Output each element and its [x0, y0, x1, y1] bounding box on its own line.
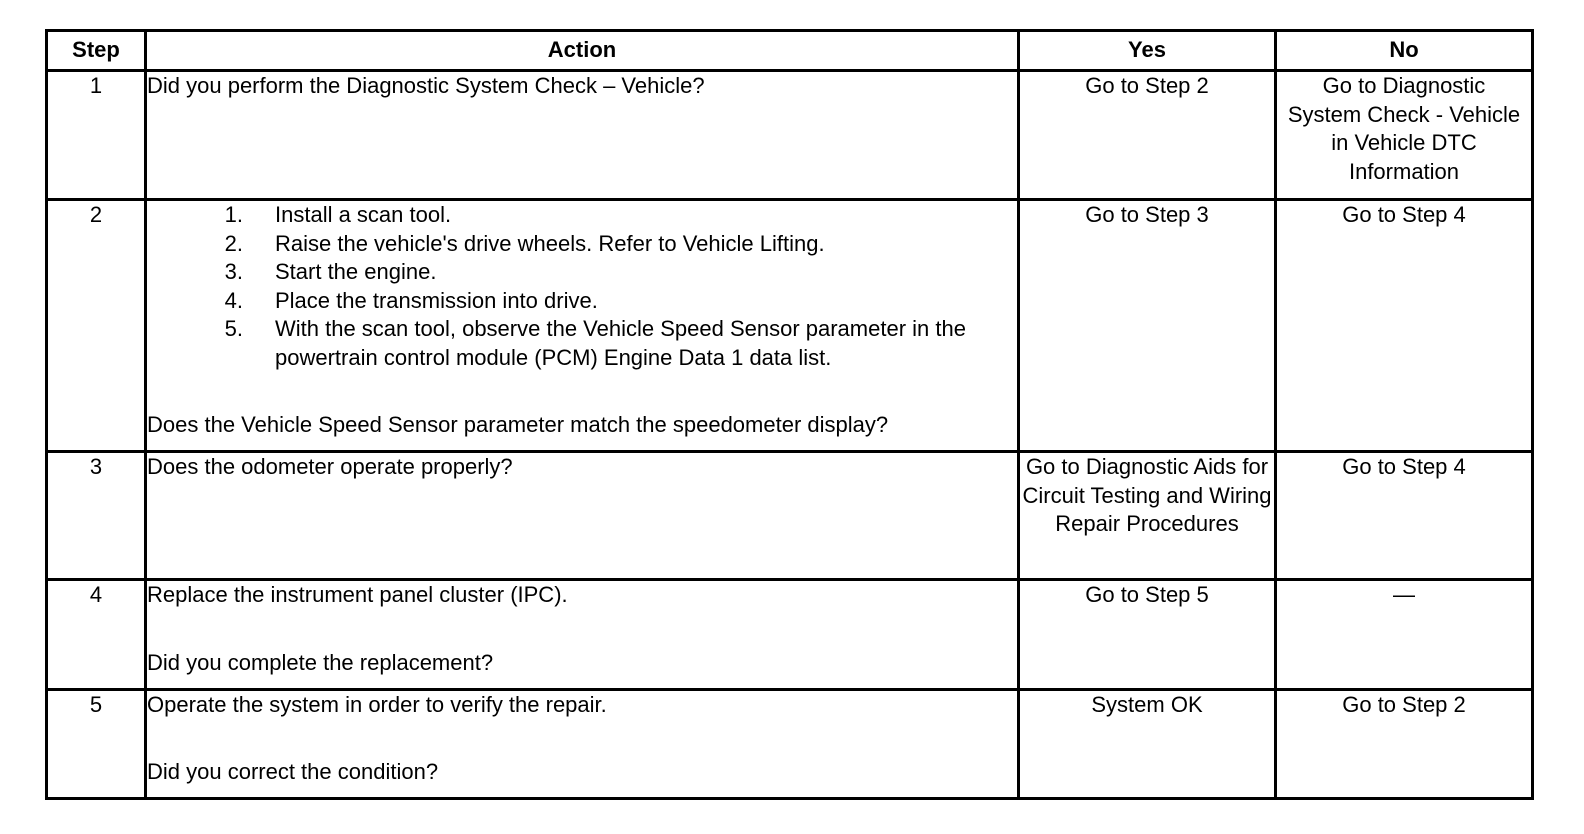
- step-number: 4: [47, 580, 146, 690]
- yes-cell: Go to Step 5: [1019, 580, 1276, 690]
- substep-number: 4.: [224, 287, 243, 313]
- action-cell: [146, 71, 1019, 200]
- step-number: 2: [47, 200, 146, 452]
- diagnostic-table: [45, 29, 1534, 800]
- table-header-row: [47, 31, 1533, 71]
- action-cell: [146, 200, 1019, 452]
- step-number: 1: [47, 71, 146, 200]
- table-row: [47, 690, 1533, 799]
- table-row: [47, 452, 1533, 580]
- no-cell: Go to Step 4: [1276, 452, 1533, 580]
- step-number: 5: [47, 690, 146, 799]
- header-yes: Yes: [1019, 31, 1276, 71]
- yes-cell: Go to Step 3: [1019, 200, 1276, 452]
- list-item: [147, 315, 1017, 372]
- yes-cell: Go to Step 2: [1019, 71, 1276, 200]
- action-cell: [146, 690, 1019, 799]
- list-item: [147, 230, 1017, 259]
- no-cell: —: [1276, 580, 1533, 690]
- action-question: Did you complete the replacement?: [147, 649, 494, 675]
- action-question: Does the Vehicle Speed Sensor parameter match the speedometer display?: [147, 411, 889, 437]
- list-item: [147, 258, 1017, 287]
- header-step: Step: [47, 31, 146, 71]
- table-row: [47, 580, 1533, 690]
- header-action: Action: [146, 31, 1019, 71]
- substep-text: With the scan tool, observe the Vehicle Speed Sensor parameter in the powertrain control module (PCM) Engine Data 1 data list.: [275, 316, 966, 370]
- action-cell: [146, 452, 1019, 580]
- substep-number: 5.: [224, 316, 243, 341]
- yes-cell: Go to Diagnostic Aids for Circuit Testing and Wiring Repair Procedures: [1019, 452, 1276, 580]
- list-item: [147, 201, 1017, 230]
- substep-text: Place the transmission into drive.: [275, 287, 598, 313]
- no-cell: [1276, 71, 1533, 200]
- no-cell: Go to Step 4: [1276, 200, 1533, 452]
- action-text: Operate the system in order to verify the repair.: [147, 692, 607, 717]
- action-cell: [146, 580, 1019, 690]
- substep-number: 3.: [224, 259, 243, 284]
- header-no: No: [1276, 31, 1533, 71]
- yes-cell: System OK: [1019, 690, 1276, 799]
- substep-list: [147, 201, 1017, 372]
- table-row: [47, 71, 1533, 200]
- substep-text: Raise the vehicle's drive wheels. Refer to Vehicle Lifting.: [275, 230, 825, 256]
- no-cell: Go to Step 2: [1276, 690, 1533, 799]
- action-question: Did you correct the condition?: [147, 758, 439, 784]
- substep-text: Install a scan tool.: [275, 202, 452, 227]
- action-text: Replace the instrument panel cluster (IPC).: [147, 582, 568, 607]
- no-text: Go to Diagnostic System Check - Vehicle in Vehicle DTC Information: [1287, 73, 1521, 184]
- action-text: Did you perform the Diagnostic System Check – Vehicle?: [147, 73, 705, 98]
- step-number: 3: [47, 452, 146, 580]
- action-text: Does the odometer operate properly?: [147, 454, 513, 479]
- table-row: [47, 200, 1533, 452]
- substep-number: 1.: [224, 202, 243, 227]
- substep-text: Start the engine.: [275, 259, 437, 284]
- substep-number: 2.: [224, 230, 243, 256]
- list-item: [147, 287, 1017, 316]
